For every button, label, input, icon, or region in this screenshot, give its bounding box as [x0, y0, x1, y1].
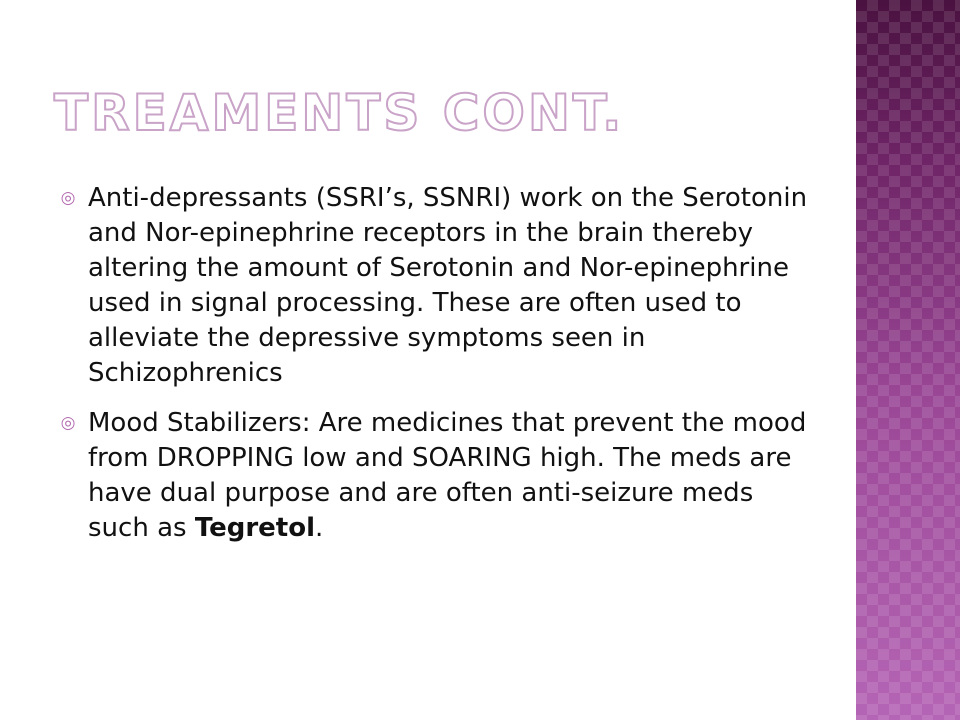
bullet-text: Anti-depressants (SSRI’s, SSNRI) work on the Serotonin and Nor-epinephrine receptors in the brain thereby altering the amount of Serotonin and Nor-epinephrine used in signal processing. These are often used to alleviate the depressive symptoms seen in Schizophrenics	[88, 183, 808, 388]
bullet-text-end: .	[315, 513, 324, 543]
target-bullet-icon: ◎	[60, 413, 76, 433]
target-bullet-icon: ◎	[60, 188, 76, 208]
bullet-item-antidepressants	[58, 181, 808, 391]
decorative-side-band	[856, 0, 960, 720]
slide-title: TREAMENTS CONT.	[54, 84, 625, 142]
bullet-item-mood-stabilizers	[58, 406, 808, 546]
bullet-list	[58, 181, 808, 546]
bullet-text: Mood Stabilizers: Are medicines that prevent the mood from DROPPING low and SOARING high. The meds are have dual purpose and are often anti-seizure meds such as	[88, 408, 807, 543]
bold-term: Tegretol	[194, 513, 315, 543]
